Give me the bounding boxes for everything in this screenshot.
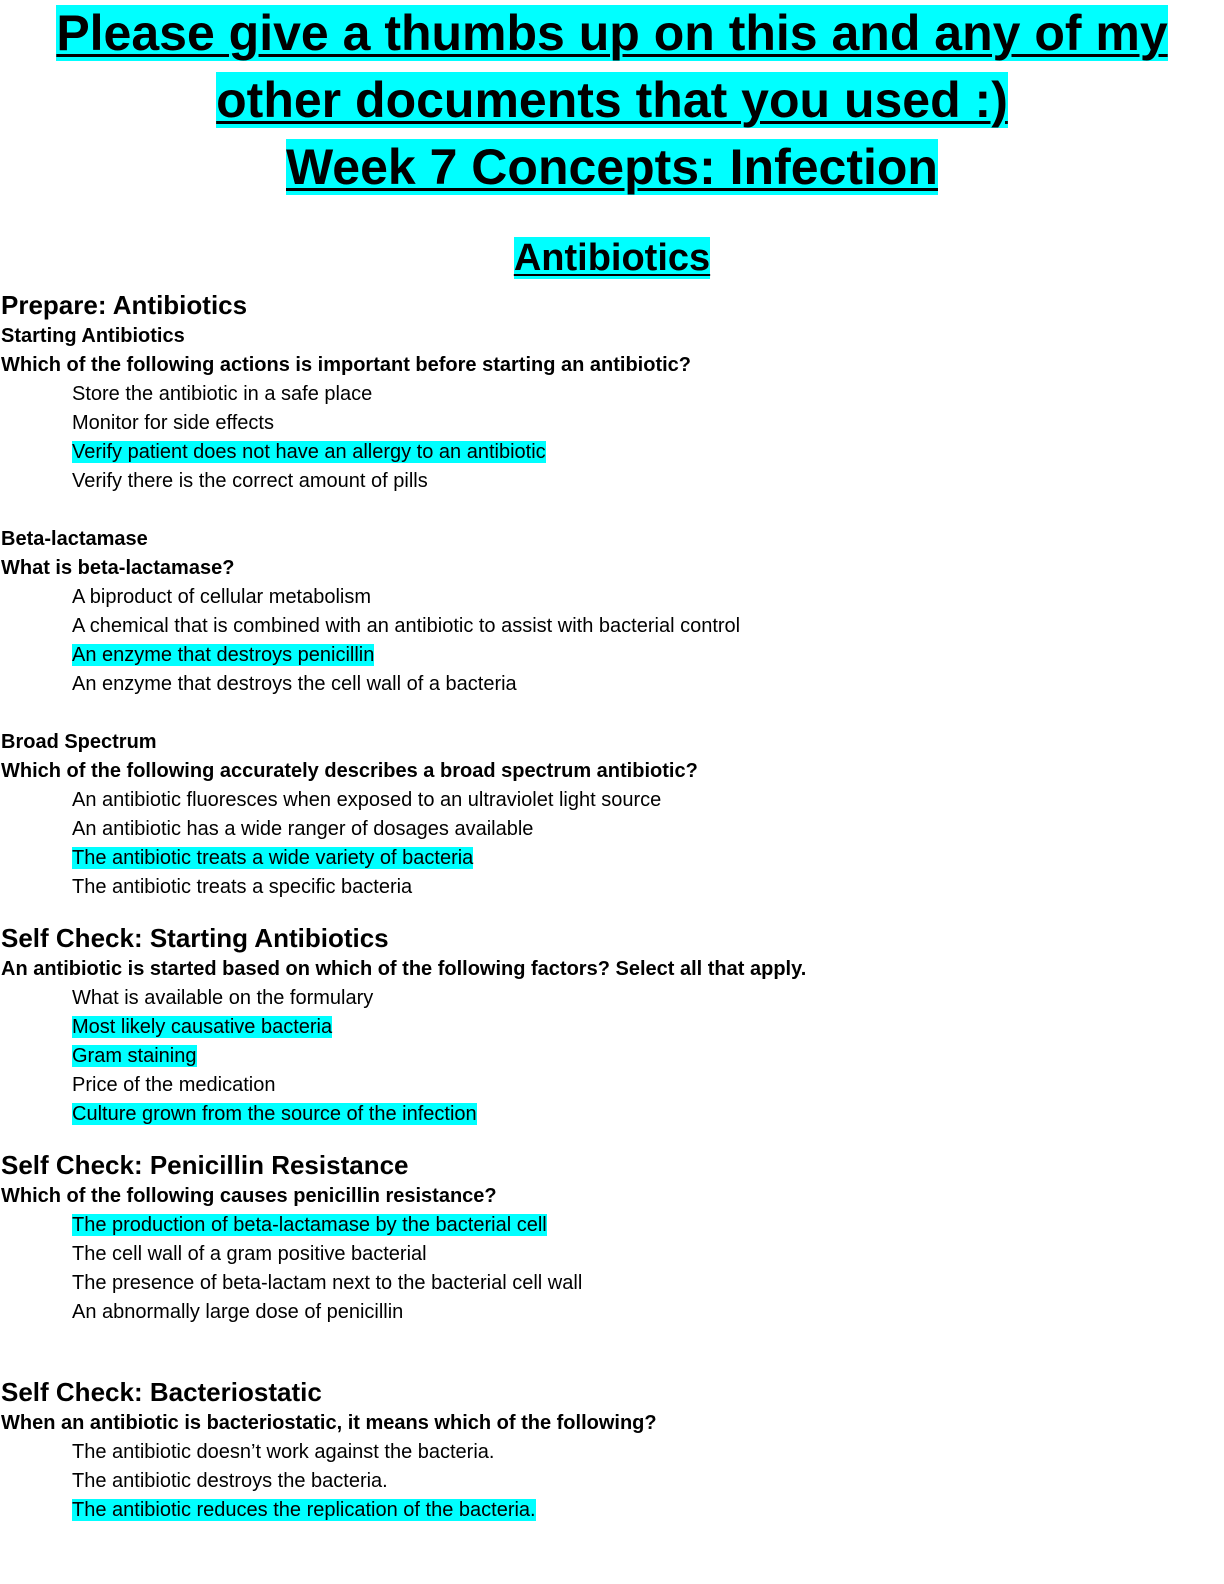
self-check-penicillin-heading: Self Check: Penicillin Resistance <box>1 1150 409 1180</box>
section-title: Antibiotics <box>513 237 711 279</box>
subheading-starting-antibiotics: Starting Antibiotics <box>1 325 185 347</box>
prepare-heading: Prepare: Antibiotics <box>1 290 248 320</box>
answer-option: A biproduct of cellular metabolism <box>72 586 372 608</box>
correct-answer-option: Verify patient does not have an allergy to an antibiotic <box>72 441 546 463</box>
correct-answer-option: Most likely causative bacteria <box>72 1016 333 1038</box>
document-body <box>0 288 1224 1525</box>
answer-option: Price of the medication <box>72 1074 276 1096</box>
self-check-bacteriostatic-heading: Self Check: Bacteriostatic <box>1 1377 322 1407</box>
answer-option: The antibiotic doesn’t work against the bacteria. <box>72 1441 495 1463</box>
answer-option: A chemical that is combined with an antibiotic to assist with bacterial control <box>72 615 741 637</box>
question-self-check-penicillin: Which of the following causes penicillin resistance? <box>1 1185 497 1207</box>
correct-answer-option: Culture grown from the source of the infection <box>72 1103 477 1125</box>
answer-option: The antibiotic treats a specific bacteria <box>72 876 413 898</box>
correct-answer-option: The production of beta-lactamase by the bacterial cell <box>72 1214 547 1236</box>
correct-answer-option: Gram staining <box>72 1045 197 1067</box>
question-self-check-starting: An antibiotic is started based on which of the following factors? Select all that apply. <box>1 958 807 980</box>
answer-option: An abnormally large dose of penicillin <box>72 1301 404 1323</box>
answer-option: Monitor for side effects <box>72 412 274 434</box>
answer-option: The antibiotic destroys the bacteria. <box>72 1470 388 1492</box>
correct-answer-option: An enzyme that destroys penicillin <box>72 644 375 666</box>
header-line-1: Please give a thumbs up on this and any of my <box>56 5 1168 61</box>
document-header <box>0 0 1224 201</box>
self-check-starting-heading: Self Check: Starting Antibiotics <box>1 923 389 953</box>
header-line-2: other documents that you used :) <box>216 72 1008 128</box>
question-broad-spectrum: Which of the following accurately describes a broad spectrum antibiotic? <box>1 760 698 782</box>
answer-option: Store the antibiotic in a safe place <box>72 383 373 405</box>
answer-option: An enzyme that destroys the cell wall of a bacteria <box>72 673 517 695</box>
question-self-check-bacteriostatic: When an antibiotic is bacteriostatic, it means which of the following? <box>1 1412 657 1434</box>
answer-option: An antibiotic fluoresces when exposed to an ultraviolet light source <box>72 789 662 811</box>
answer-option: The presence of beta-lactam next to the bacterial cell wall <box>72 1272 583 1294</box>
subheading-beta-lactamase: Beta-lactamase <box>1 528 148 550</box>
answer-option: The cell wall of a gram positive bacterial <box>72 1243 427 1265</box>
page-title: Week 7 Concepts: Infection <box>286 139 938 195</box>
correct-answer-option: The antibiotic treats a wide variety of bacteria <box>72 847 474 869</box>
answer-option: What is available on the formulary <box>72 987 374 1009</box>
answer-option: Verify there is the correct amount of pills <box>72 470 428 492</box>
correct-answer-option: The antibiotic reduces the replication of the bacteria. <box>72 1499 536 1521</box>
subheading-broad-spectrum: Broad Spectrum <box>1 731 157 753</box>
question-starting-antibiotics: Which of the following actions is important before starting an antibiotic? <box>1 354 692 376</box>
question-beta-lactamase: What is beta-lactamase? <box>1 557 235 579</box>
answer-option: An antibiotic has a wide ranger of dosages available <box>72 818 534 840</box>
